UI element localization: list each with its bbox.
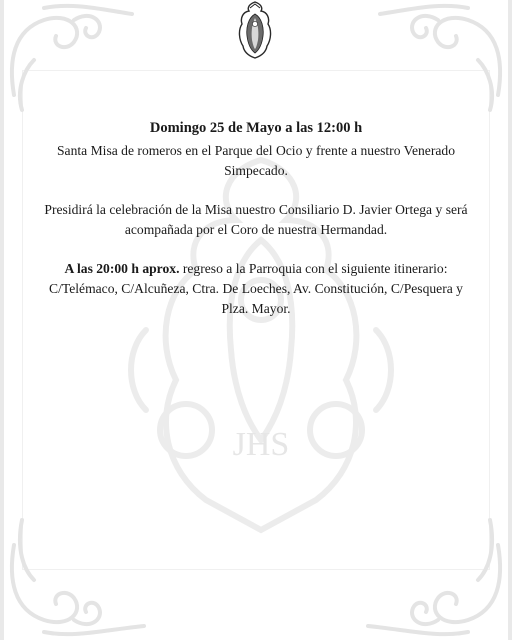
celebration-text: Presidirá la celebración de la Misa nuestro Consiliario D. Javier Ortega y será acompañada por el Coro de nuestra Hermandad. [44,202,468,237]
return-time: A las 20:00 h aprox. [64,261,180,276]
watermark-monogram: JHS [232,426,290,463]
event-title: Domingo 25 de Mayo a las 12:00 h [149,120,363,136]
flyer-page [4,0,508,640]
return-itinerary [34,259,478,319]
top-right-ornament [368,0,508,120]
mass-description: Santa Misa de romeros en el Parque del Ocio y frente a nuestro Venerado Simpecado. [57,143,455,178]
top-left-ornament [4,0,144,120]
event-announcement [34,118,478,338]
brotherhood-crest-icon [235,0,275,60]
return-text: regreso a la Parroquia con el siguiente itinerario: C/Telémaco, C/Alcuñeza, Ctra. De Loeches, Av. Constitución, C/Pesquera y Plza. Mayor. [49,261,463,316]
